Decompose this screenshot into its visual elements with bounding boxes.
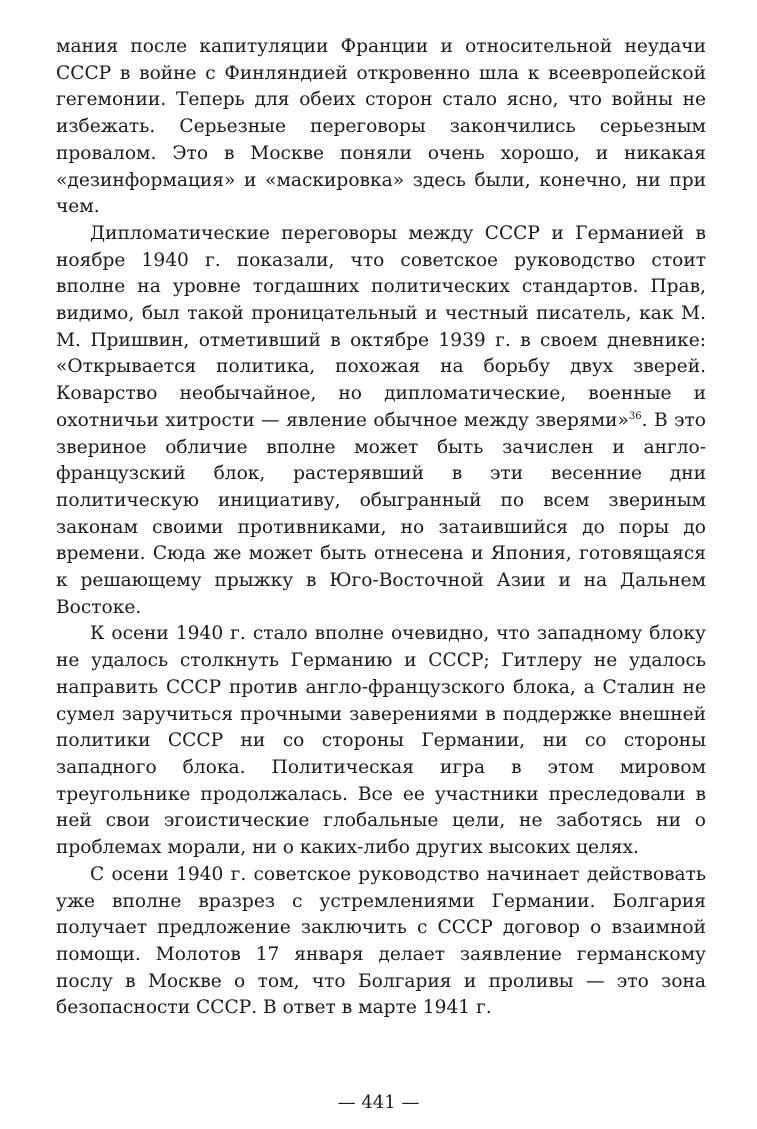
paragraph-2-text-continued: . В это звериное обличие вполне может быть зачислен и англо-французский блок, растерявший в эти весенние дни политическую инициативу, обыгранный по всем звериным законам своими противниками, но затаившийся до поры до времени. Сюда же может быть отнесена и Япония, готовящаяся к решающему прыжку в Юго-Восточной Азии и на Дальнем Востоке.	[56, 409, 706, 618]
paragraph-2-text: Дипломатические переговоры между СССР и Германией в ноябре 1940 г. показали, что советское руководство стоит вполне на уровне тогдашних политических стандартов. Прав, видимо, был такой проницательный и честный писатель, как М. М. Пришвин, отметивший в октябре 1939 г. в своем дневнике: «Открывается политика, похожая на борьбу двух зверей. Коварство необычайное, но дипломатические, военные и охотничьи хитрости — явление обычное между зверями»	[56, 222, 706, 431]
paragraph-3: К осени 1940 г. стало вполне очевидно, что западному блоку не удалось столкнуть Германию и СССР; Гитлеру не удалось направить СССР против англо-французского блока, а Сталин не сумел заручиться прочными заверениями в поддержке внешней политики СССР ни со стороны Германии, ни со стороны западного блока. Политическая игра в этом мировом треугольнике продолжалась. Все ее участники преследовали в ней свои эгоистические глобальные цели, не заботясь ни о проблемах морали, ни о каких-либо других высоких целях.	[56, 623, 706, 859]
page-body	[56, 34, 706, 1022]
paragraph-2	[56, 221, 706, 622]
paragraph-1: мания после капитуляции Франции и относительной неудачи СССР в войне с Финляндией откровенно шла к всеевропейской гегемонии. Теперь для обеих сторон стало ясно, что войны не избежать. Серьезные переговоры закончились серьезным провалом. Это в Москве поняли очень хорошо, и никакая «дезинформация» и «маскировка» здесь были, конечно, ни при чем.	[56, 36, 706, 218]
page-number: — 441 —	[337, 1092, 420, 1113]
paragraph-4: С осени 1940 г. советское руководство начинает действовать уже вполне вразрез с устремлениями Германии. Болгария получает предложение заключить с СССР договор о взаимной помощи. Молотов 17 января делает заявление германскому послу в Москве о том, что Болгария и проливы — это зона безопасности СССР. В ответ в марте 1941 г.	[56, 863, 706, 1019]
footnote-ref-36: 36	[628, 410, 642, 422]
